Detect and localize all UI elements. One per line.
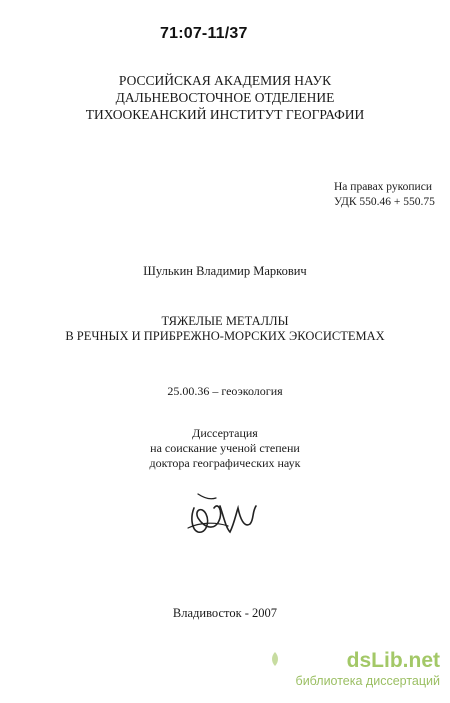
author-name: Шулькин Владимир Маркович [143,264,307,278]
dissertation-title [0,314,450,344]
degree-line: на соискание ученой степени [150,441,300,455]
rights-block [334,180,435,210]
title-line: ТЯЖЕЛЫЕ МЕТАЛЛЫ [161,314,289,328]
organization-line: РОССИЙСКАЯ АКАДЕМИЯ НАУК [118,73,332,88]
leaf-icon [270,651,280,667]
watermark-brand: dsLib.net [346,649,440,672]
place-year: Владивосток - 2007 [172,606,278,620]
rights-label: На правах рукописи [334,181,432,193]
watermark [260,649,440,693]
watermark-tagline: библиотека диссертаций [295,674,440,688]
organization-line: ДАЛЬНЕВОСТОЧНОЕ ОТДЕЛЕНИЕ [115,90,335,105]
specialty-code: 25.00.36 – геоэкология [167,384,283,398]
degree-line: Диссертация [192,426,258,440]
organization-line: ТИХООКЕАНСКИЙ ИНСТИТУТ ГЕОГРАФИИ [85,107,365,122]
title-line: В РЕЧНЫХ И ПРИБРЕЖНО-МОРСКИХ ЭКОСИСТЕМАХ [65,329,385,343]
organization-block [0,72,450,123]
handwritten-signature [180,488,276,540]
degree-block [0,426,450,471]
catalog-number: 71:07-11/37 [160,25,248,42]
degree-line: доктора географических наук [149,456,301,470]
udk-code: УДК 550.46 + 550.75 [334,196,435,208]
